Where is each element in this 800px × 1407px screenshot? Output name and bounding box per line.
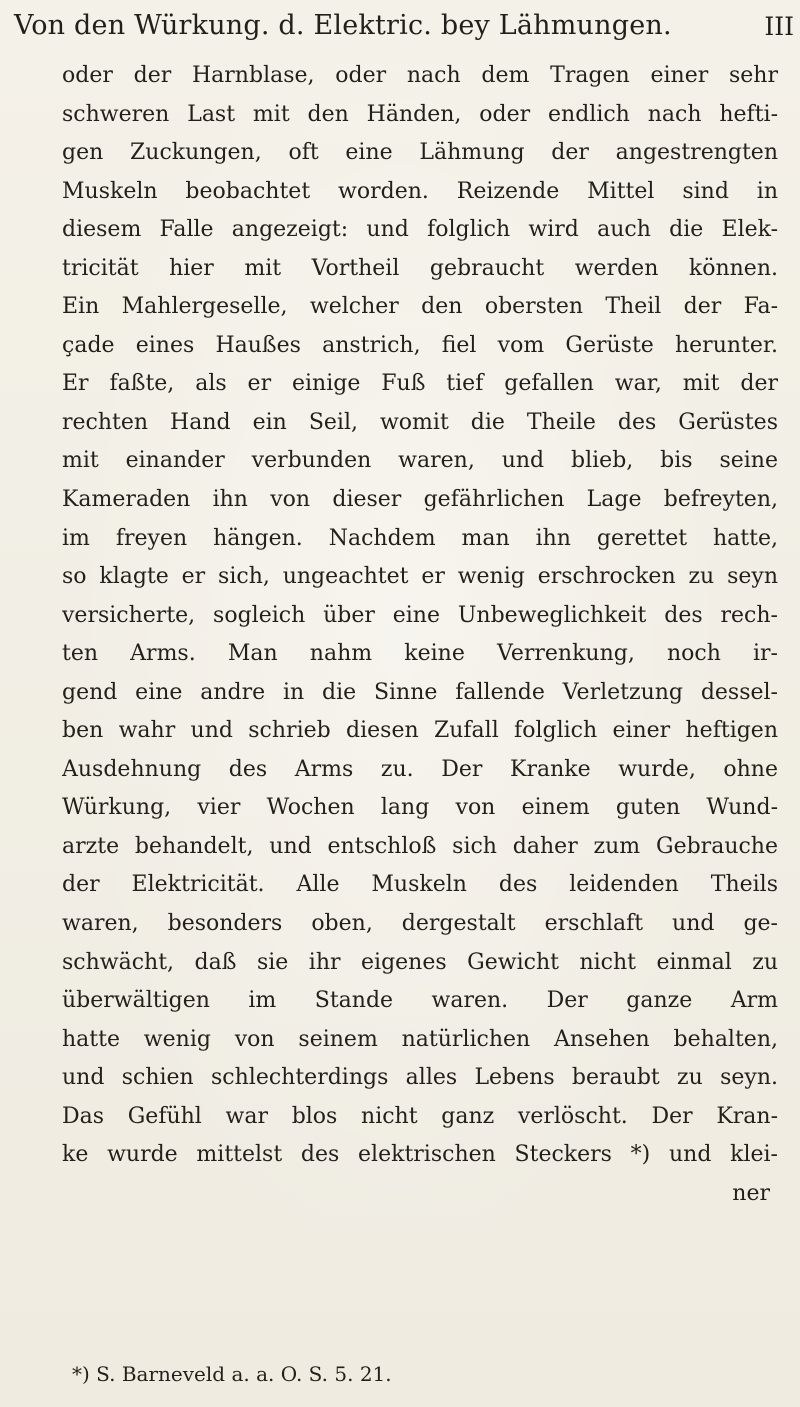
running-header	[14, 6, 794, 48]
text-line: waren, besonders oben, dergestalt erschlaft und ge-	[62, 911, 778, 937]
text-line: ke wurde mittelst des elektrischen Steckers *) und klei-	[62, 1142, 778, 1168]
text-line: gend eine andre in die Sinne fallende Verletzung dessel-	[62, 679, 778, 705]
text-line: gen Zuckungen, oft eine Lähmung der angestrengten	[62, 140, 778, 166]
text-line: oder der Harnblase, oder nach dem Tragen einer sehr	[62, 63, 778, 88]
text-line: Würkung, vier Wochen lang von einem guten Wund-	[62, 795, 778, 821]
text-line: ten Arms. Man nahm keine Verrenkung, noch ir-	[62, 641, 778, 667]
text-line: im freyen hängen. Nachdem man ihn gerettet hatte,	[62, 525, 778, 551]
page-number: III	[764, 12, 794, 41]
text-line: versicherte, sogleich über eine Unbeweglichkeit des rech-	[62, 602, 778, 628]
text-line: und schien schlechterdings alles Lebens beraubt zu seyn.	[62, 1065, 778, 1091]
text-line: Kameraden ihn von dieser gefährlichen Lage befreyten,	[62, 487, 778, 513]
text-line: mit einander verbunden waren, und blieb, bis seine	[62, 448, 778, 474]
catchword: ner	[732, 1180, 770, 1206]
text-line: Ausdehnung des Arms zu. Der Kranke wurde, ohne	[62, 756, 778, 782]
text-line: überwältigen im Stande waren. Der ganze Arm	[62, 988, 778, 1014]
text-line: Ein Mahlergeselle, welcher den obersten Theil der Fa-	[62, 294, 778, 320]
text-line: der Elektricität. Alle Muskeln des leidenden Theils	[62, 872, 778, 898]
text-line: Er faßte, als er einige Fuß tief gefallen war, mit der	[62, 371, 778, 397]
text-line: hatte wenig von seinem natürlichen Ansehen behalten,	[62, 1026, 778, 1052]
text-line: ben wahr und schrieb diesen Zufall folglich einer heftigen	[62, 718, 778, 744]
text-line: rechten Hand ein Seil, womit die Theile des Gerüstes	[62, 409, 778, 435]
text-line: tricität hier mit Vortheil gebraucht werden können.	[62, 255, 778, 281]
running-title: Von den Würkung. d. Elektric. bey Lähmungen.	[14, 10, 672, 41]
text-line: arzte behandelt, und entschloß sich daher zum Gebrauche	[62, 833, 778, 859]
text-line: schwächt, daß sie ihr eigenes Gewicht nicht einmal zu	[62, 949, 778, 975]
body-text	[62, 57, 778, 1352]
text-line: schweren Last mit den Händen, oder endlich nach hefti-	[62, 101, 778, 127]
text-line: diesem Falle angezeigt: und folglich wird auch die Elek-	[62, 217, 778, 243]
text-line: Muskeln beobachtet worden. Reizende Mittel sind in	[62, 178, 778, 204]
text-line: Das Gefühl war blos nicht ganz verlöscht. Der Kran-	[62, 1103, 778, 1129]
text-line: çade eines Haußes anstrich, fiel vom Gerüste herunter.	[62, 332, 778, 358]
footnote: *) S. Barneveld a. a. O. S. 5. 21.	[72, 1362, 392, 1386]
text-line: so klagte er sich, ungeachtet er wenig erschrocken zu seyn	[62, 564, 778, 590]
